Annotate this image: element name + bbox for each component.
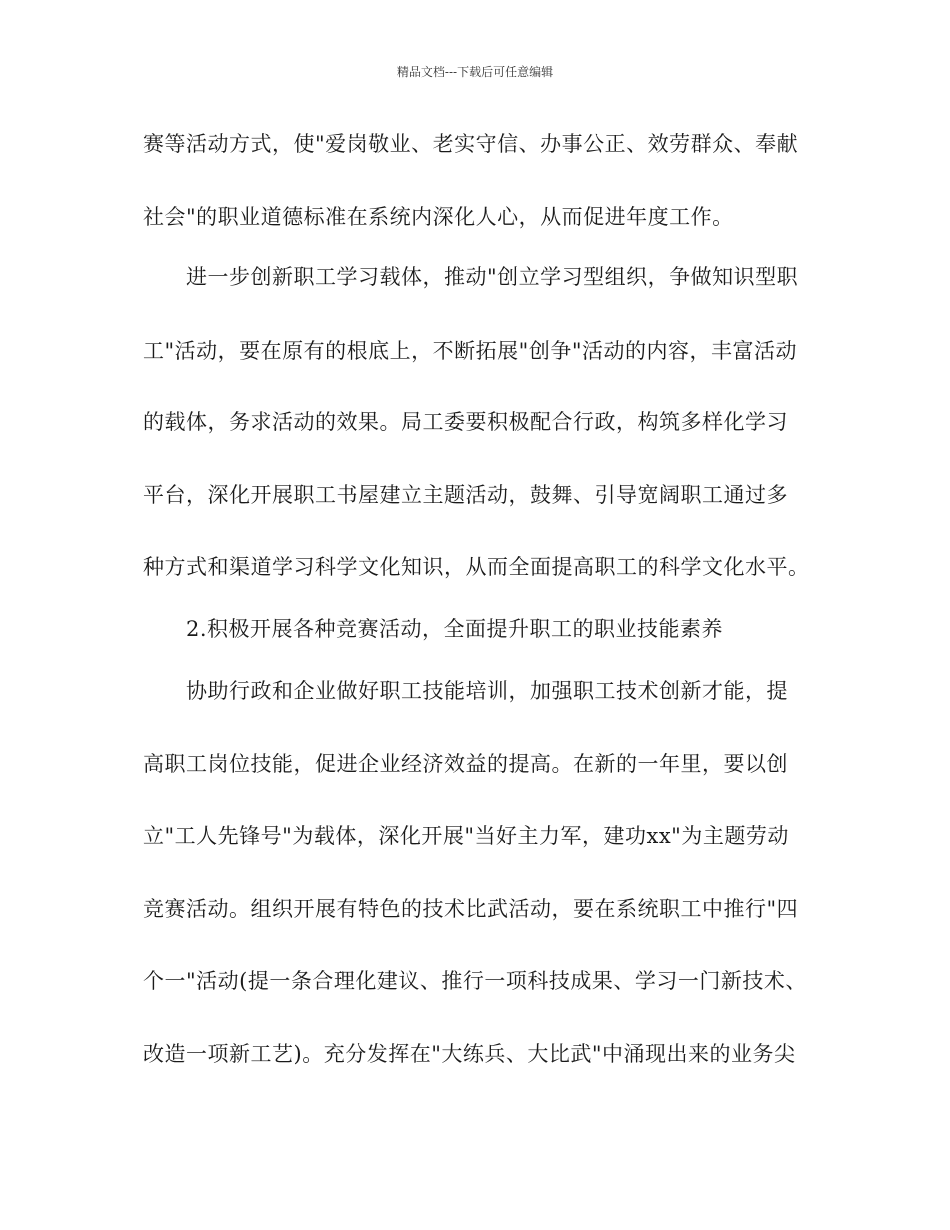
paragraph-line: 进一步创新职工学习载体，推动"创立学习型组织，争做知识型职 (143, 265, 799, 289)
paragraph-line: 协助行政和企业做好职工技能培训，加强职工技术创新才能，提 (143, 679, 788, 703)
paragraph-line: 赛等活动方式，使"爱岗敬业、老实守信、办事公正、效劳群众、奉献 (143, 132, 799, 156)
paragraph-line: 立"工人先锋号"为载体，深化开展"当好主力军，建功xx"为主题劳动 (143, 824, 789, 848)
paragraph-line: 竞赛活动。组织开展有特色的技术比武活动，要在系统职工中推行"四 (143, 897, 799, 921)
paragraph-line: 工"活动，要在原有的根底上，不断拓展"创争"活动的内容，丰富活动 (143, 339, 797, 363)
paragraph-line: 改造一项新工艺)。充分发挥在"大练兵、大比武"中涌现出来的业务尖 (143, 1042, 796, 1066)
paragraph-line: 的载体，务求活动的效果。局工委要积极配合行政，构筑多样化学习 (143, 410, 788, 434)
paragraph-line: 高职工岗位技能，促进企业经济效益的提高。在新的一年里，要以创 (143, 752, 788, 776)
page-header: 精品文档---下载后可任意编辑 (396, 65, 554, 79)
paragraph-line: 社会"的职业道德标准在系统内深化人心，从而促进年度工作。 (143, 205, 734, 229)
paragraph-line: 种方式和渠道学习科学文化知识，从而全面提高职工的科学文化水平。 (143, 555, 810, 579)
paragraph-line: 个一"活动(提一条合理化建议、推行一项科技成果、学习一门新技术、 (143, 969, 807, 993)
paragraph-line: 平台，深化开展职工书屋建立主题活动，鼓舞、引导宽阔职工通过多 (143, 483, 788, 507)
section-heading: 2.积极开展各种竞赛活动，全面提升职工的职业技能素养 (143, 617, 724, 641)
